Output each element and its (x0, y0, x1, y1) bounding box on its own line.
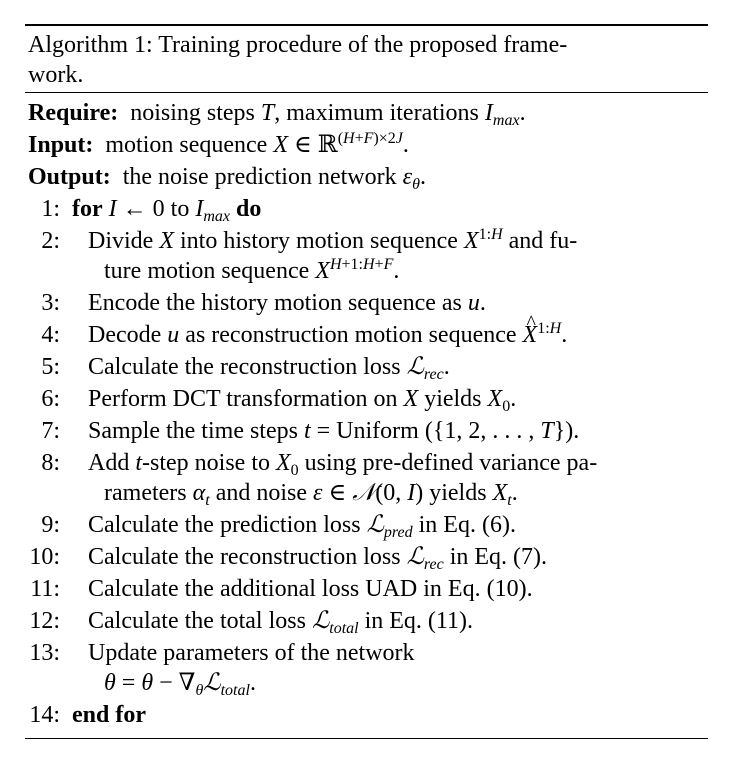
step-number: 10: (29, 544, 60, 570)
step-2-cont (104, 256, 399, 286)
step-14 (28, 700, 146, 730)
step-number: 14: (29, 702, 60, 728)
step-number: 13: (29, 640, 60, 666)
step-number: 4: (41, 322, 60, 348)
step-text: Sample the time steps t = Uniform ({1, 2, . . . , T}). (88, 418, 580, 444)
caption-rule (25, 92, 708, 93)
step-text: Calculate the total loss ℒ$_{total}$ in Eq. (11). (88, 608, 474, 637)
step-text: Perform DCT transformation on X yields $X_0$. (88, 386, 517, 415)
step-number: 12: (29, 608, 60, 634)
step-7 (28, 416, 579, 446)
step-number: 2: (41, 228, 60, 254)
step-text: ture motion sequence $X^{H+1:H+F}$. (104, 256, 400, 284)
step-text: rameters $\alpha_t$ and noise ε ∈ 𝒩(0, I) yields $X_t$. (104, 480, 518, 509)
input-line (28, 130, 409, 160)
step-text: Calculate the prediction loss ℒ$_{pred}$ in Eq. (6). (88, 512, 516, 541)
output-text: the noise prediction network $\varepsilon_\theta$. (116, 164, 426, 193)
step-text: Encode the history motion sequence as u. (88, 290, 486, 316)
caption-line-2: work. (28, 62, 84, 88)
output-label: Output: (28, 164, 111, 190)
step-number: 5: (41, 354, 60, 380)
step-number: 6: (41, 386, 60, 412)
input-label: Input: (28, 132, 94, 158)
step-1 (28, 194, 261, 224)
step-12 (28, 606, 473, 636)
step-8 (28, 448, 597, 478)
caption-line-1: Algorithm 1: Training procedure of the proposed frame- (28, 32, 568, 58)
step-13-cont (104, 668, 256, 698)
step-13 (28, 638, 415, 668)
step-text: Calculate the reconstruction loss ℒ$_{rec}$. (88, 354, 450, 383)
input-text: motion sequence X ∈ ℝ$^{(H+F)\times 2J}$. (99, 130, 409, 158)
step-text: Update parameters of the network (88, 640, 415, 666)
step-number: 8: (41, 450, 60, 476)
step-number: 1: (41, 196, 60, 222)
step-number: 3: (41, 290, 60, 316)
step-text: Calculate the additional loss UAD in Eq. (10). (88, 576, 533, 602)
top-rule (25, 24, 708, 26)
step-text: Decode u as reconstruction motion sequence ^ $X^{1:H}$. (88, 322, 567, 348)
require-line (28, 98, 526, 128)
bottom-rule (25, 738, 708, 739)
step-3 (28, 288, 486, 318)
step-number: 11: (30, 576, 60, 602)
require-text: noising steps T, maximum iterations $I_{max}$. (124, 100, 526, 129)
step-text: $\theta = \theta - \nabla_\theta ℒ_{total}$. (104, 670, 256, 699)
step-6 (28, 384, 516, 414)
step-4 (28, 320, 567, 350)
step-text: Calculate the reconstruction loss ℒ$_{rec}$ in Eq. (7). (88, 544, 548, 573)
step-text: for I ← 0 to $I_{max}$ do (72, 196, 262, 225)
step-text: end for (72, 702, 146, 728)
step-9 (28, 510, 516, 540)
output-line (28, 162, 426, 192)
step-11 (28, 574, 533, 604)
step-text: Divide X into history motion sequence $X^{1:H}$ and fu- (88, 226, 578, 254)
step-2 (28, 226, 577, 256)
algorithm-caption (28, 30, 706, 90)
step-text: Add t-step noise to $X_0$ using pre-defined variance pa- (88, 450, 598, 479)
step-5 (28, 352, 450, 382)
step-number: 9: (41, 512, 60, 538)
step-8-cont (104, 478, 518, 508)
require-label: Require: (28, 100, 119, 126)
step-number: 7: (41, 418, 60, 444)
step-10 (28, 542, 547, 572)
